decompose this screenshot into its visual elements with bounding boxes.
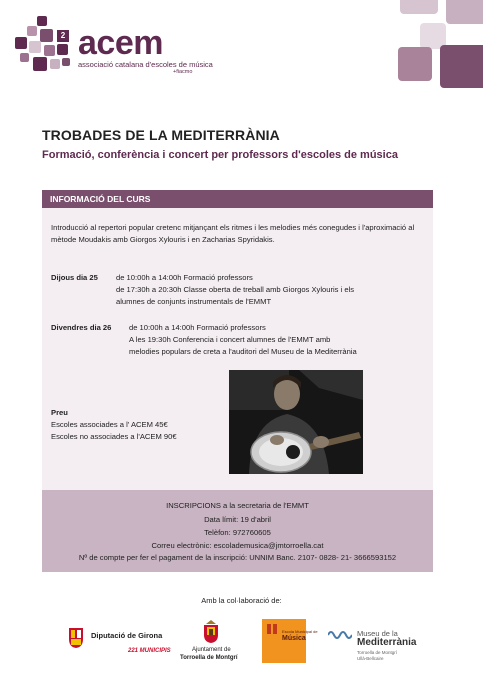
musician-photo: [229, 370, 363, 474]
logo-square: [50, 59, 60, 69]
day1-line: alumnes de conjunts instrumentals de l'EMMT: [116, 297, 272, 306]
corner-square: [398, 47, 432, 81]
corner-square: [446, 0, 483, 24]
escola-name: Música: [282, 635, 306, 642]
price-label: Preu: [51, 408, 68, 417]
logo-square: [57, 44, 68, 55]
registration-deadline: Data límit: 19 d'abril: [204, 515, 271, 524]
ajuntament-line: Torroella de Montgrí: [180, 655, 238, 661]
diputacio-name: Diputació de Girona: [91, 631, 163, 640]
museu-name-main: Mediterrània: [357, 637, 417, 648]
day2-label: Divendres dia 26: [51, 323, 112, 332]
day2-line: A les 19:30h Conferencia i concert alumnes de l'EMMT amb: [129, 335, 331, 344]
logo-wordmark: acem: [78, 24, 163, 62]
page-subtitle: Formació, conferència i concert per professors d'escoles de música: [42, 149, 398, 161]
price-line: Escoles no associades a l'ACEM 90€: [51, 432, 177, 441]
collaboration-label: Amb la col·laboració de:: [201, 596, 282, 605]
logo-square: [40, 29, 53, 42]
museu-tag: Ullà-Bellcaire: [357, 656, 384, 661]
logo-member-tag: +fiacmo: [173, 69, 193, 75]
ajuntament-crest-icon: [203, 620, 219, 644]
registration-title: INSCRIPCIONS a la secretaria de l'EMMT: [166, 501, 309, 510]
corner-square: [400, 0, 438, 14]
ajuntament-line: Ajuntament de: [192, 647, 231, 653]
logo-square: [62, 58, 70, 66]
corner-square: [440, 45, 483, 88]
logo-square: [20, 53, 29, 62]
escola-glyph-icon: [265, 622, 279, 636]
registration-phone: Telèfon: 972760605: [204, 528, 271, 537]
page-title: TROBADES DE LA MEDITERRÀNIA: [42, 127, 280, 143]
day2-line: de 10:00h a 14:00h Formació professors: [129, 323, 266, 332]
musician-photo-art: [229, 370, 363, 474]
logo-square: [37, 16, 47, 26]
course-intro: Introducció al repertori popular cretenc mitjançant els ritmes i les melodies més conegudes i l'aproximació al mètode Moudakis amb Giorgos Xylouris i en Zacharias Spyridakis.: [51, 223, 415, 244]
logo-badge: 2: [57, 30, 69, 42]
day2-line: melodies populars de creta a l'auditori del Museu de la Mediterrània: [129, 347, 357, 356]
logo-square: [15, 37, 27, 49]
logo-square: [29, 41, 41, 53]
course-info-heading: INFORMACIÓ DEL CURS: [42, 190, 433, 208]
registration-email: Correu electrònic: escolademusica@jmtorroella.cat: [151, 541, 324, 550]
escola-name-small: Escola Municipal de: [282, 629, 318, 634]
day1-line: de 17:30h a 20:30h Classe oberta de treball amb Giorgos Xylouris i els: [116, 285, 355, 294]
day1-line: de 10:00h a 14:00h Formació professors: [116, 273, 253, 282]
day1-label: Dijous dia 25: [51, 273, 98, 282]
logo-square: [44, 45, 55, 56]
logo-subtitle: associació catalana d'escoles de música: [78, 60, 213, 69]
diputacio-tag: 221 MUNICIPIS: [128, 648, 171, 654]
logo-square: [27, 26, 37, 36]
museu-name: Museu de la: [357, 629, 398, 638]
diputacio-crest-icon: [68, 627, 84, 649]
museu-wave-icon: [328, 629, 352, 639]
price-line: Escoles associades a l' ACEM 45€: [51, 420, 168, 429]
logo-square: [33, 57, 47, 71]
museu-sub: Torroella de Montgrí: [357, 650, 398, 655]
registration-account: Nº de compte per fer el pagament de la inscripció: UNNIM Banc. 2107- 0828- 21- 3666593152: [78, 553, 397, 562]
